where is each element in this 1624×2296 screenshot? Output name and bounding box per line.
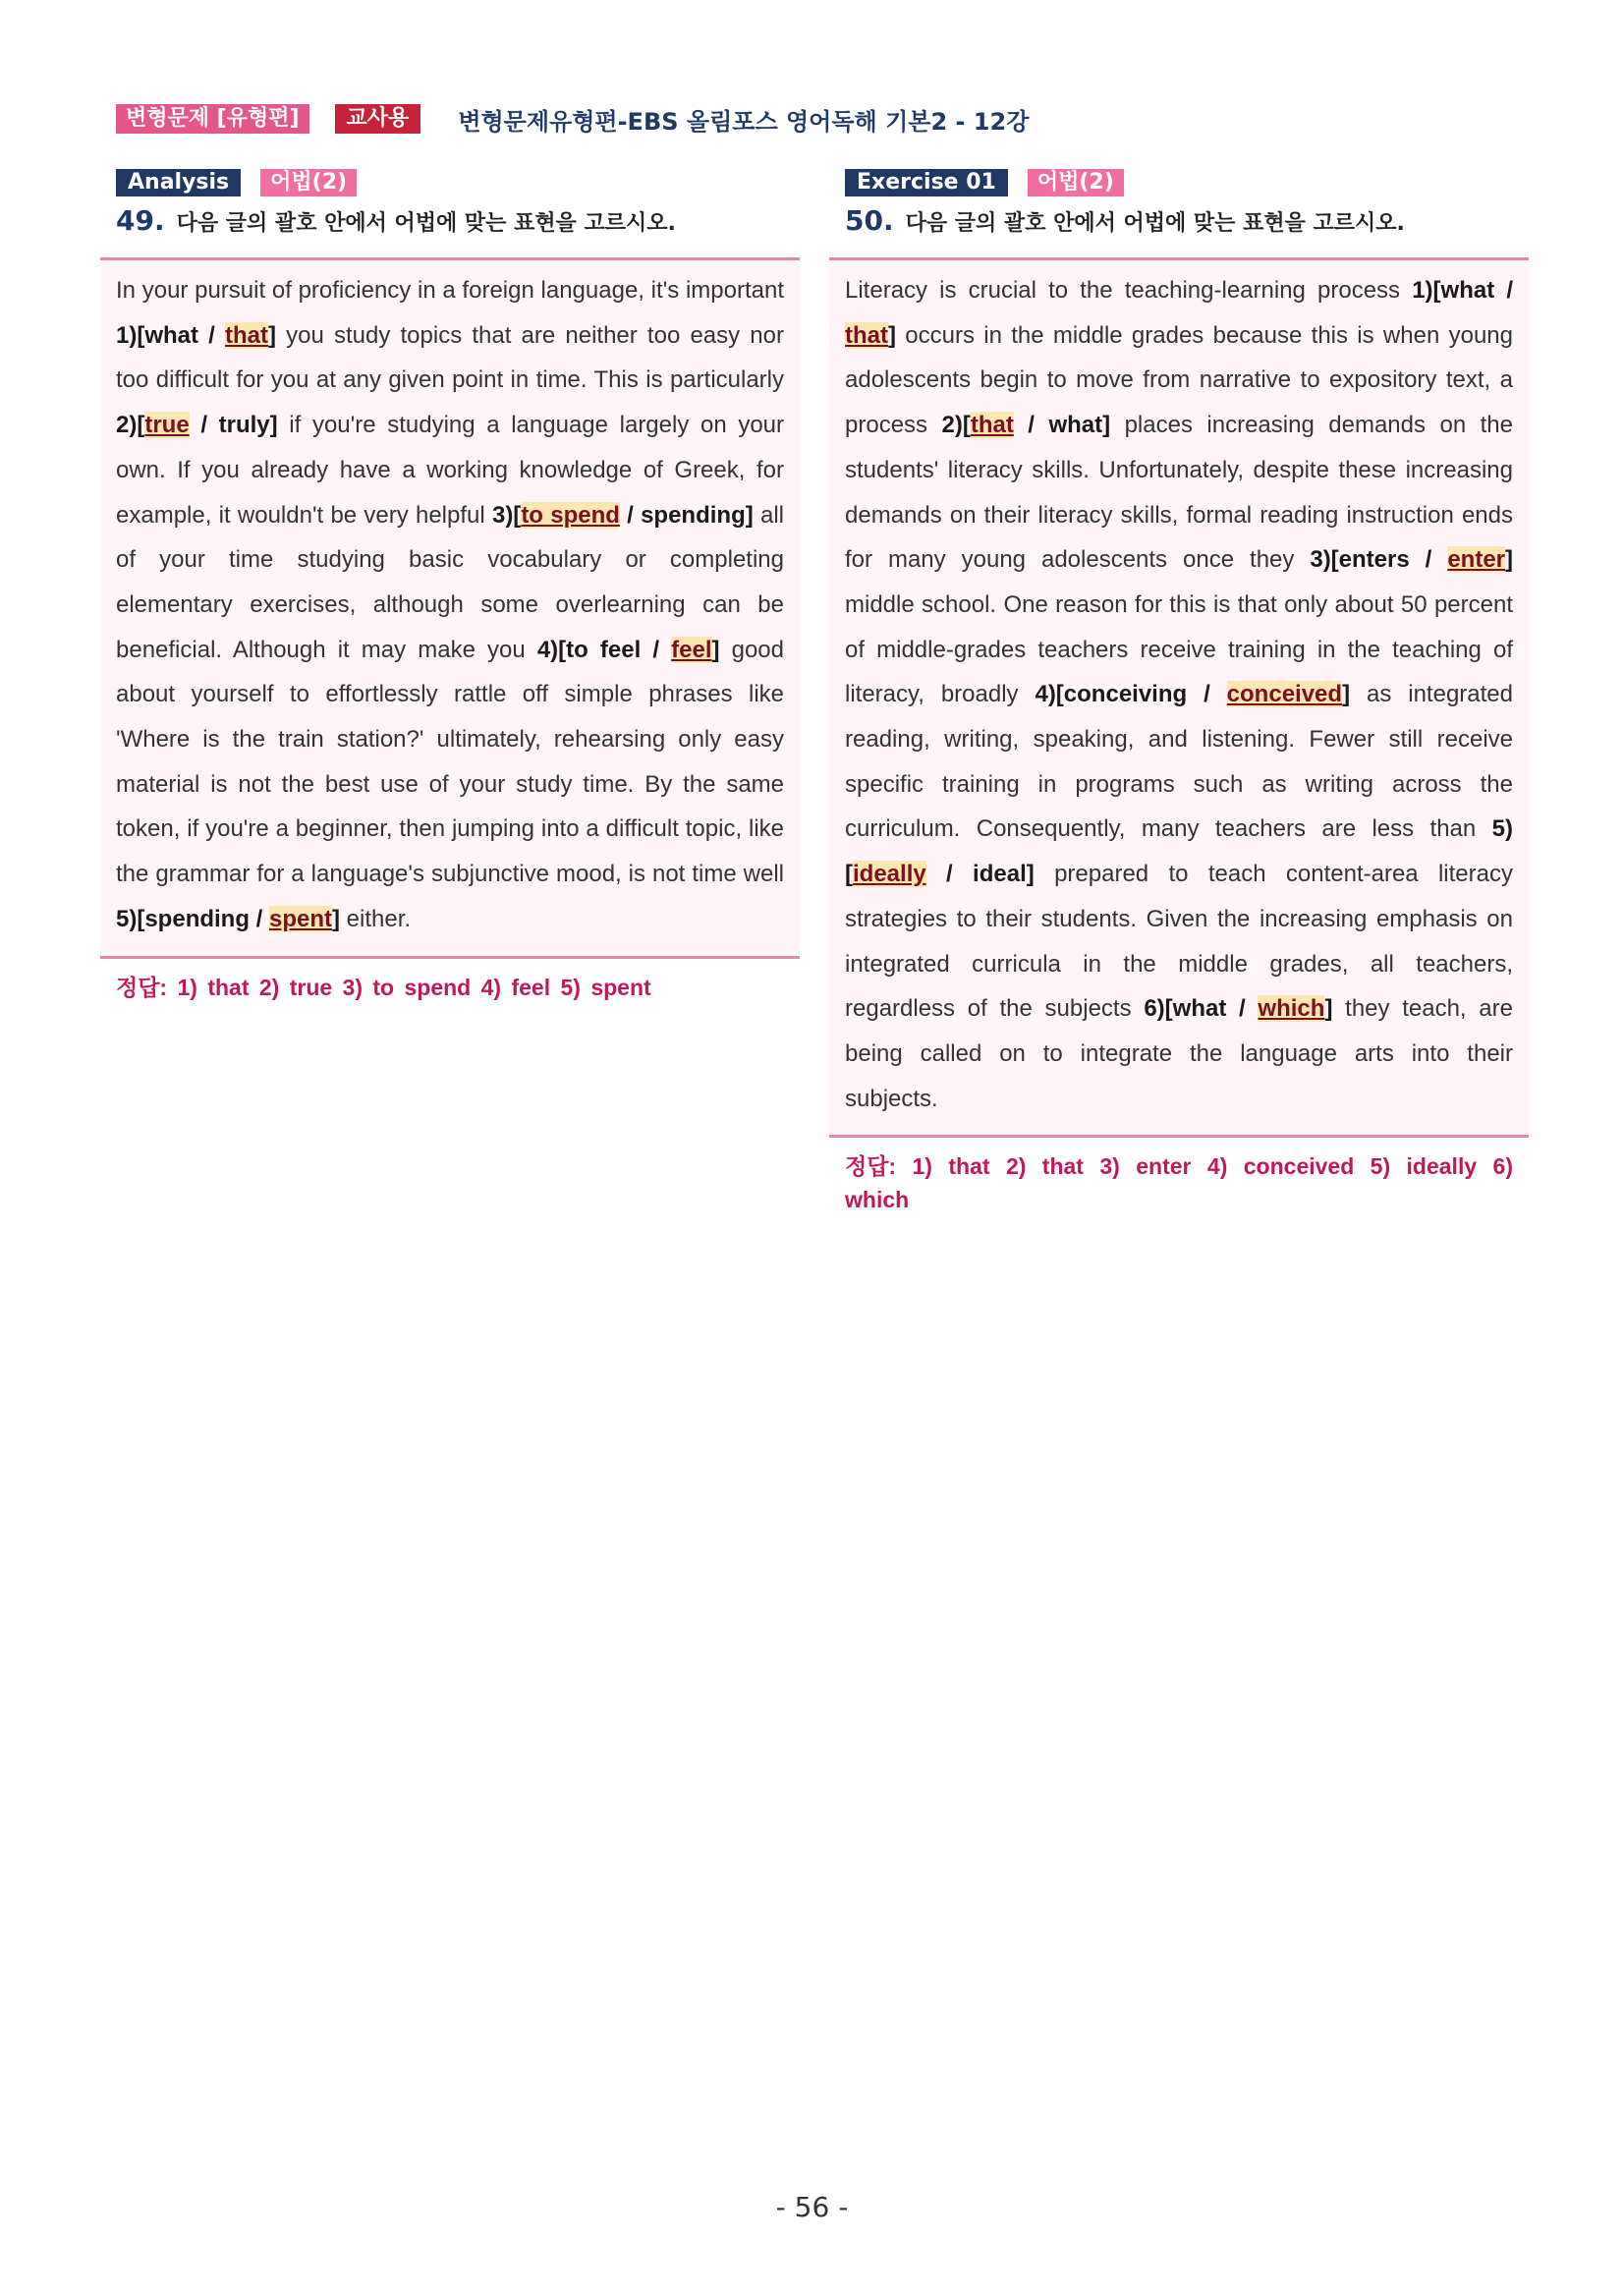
- question-line: [116, 204, 800, 238]
- tag-row: [116, 169, 800, 196]
- correct-choice: feel: [671, 636, 712, 663]
- choice-bracket: 5)[spending /: [116, 905, 269, 932]
- passage-segment: In your pursuit of proficiency in a foreign language, it's important: [116, 277, 784, 304]
- category-tag: 어법(2): [260, 169, 357, 196]
- question-text: 다음 글의 괄호 안에서 어법에 맞는 표현을 고르시오.: [905, 211, 1405, 236]
- choice-bracket: 4)[to feel /: [536, 636, 672, 663]
- passage-text: [116, 268, 784, 942]
- teacher-badge: 교사용: [335, 104, 421, 134]
- page-number: - 56 -: [775, 2191, 849, 2223]
- section-tag: Analysis: [116, 169, 241, 196]
- passage-segment: middle school. One reason for this is that only about 50 percent of middle-grades teachers receive training in the teaching of literacy, broadly: [845, 590, 1513, 708]
- choice-bracket: ]: [888, 321, 896, 349]
- correct-choice: enter: [1447, 546, 1505, 574]
- choice-bracket: ]: [711, 636, 720, 663]
- choice-bracket: 3)[enters /: [1310, 546, 1448, 574]
- correct-choice: conceived: [1226, 681, 1343, 708]
- passage-segment: Literacy is crucial to the teaching-learning process: [845, 277, 1413, 304]
- tag-row: [845, 169, 1529, 196]
- correct-choice: that: [224, 321, 268, 349]
- type-badge: 변형문제 [유형편]: [116, 104, 309, 134]
- question-text: 다음 글의 괄호 안에서 어법에 맞는 표현을 고르시오.: [176, 211, 676, 236]
- correct-choice: which: [1258, 995, 1325, 1023]
- passage-segment: occurs in the middle grades because this is when young adolescents begin to move from narrative to expository text, a process: [845, 321, 1513, 439]
- correct-choice: true: [144, 412, 190, 439]
- passage-segment: you study topics that are neither too easy nor too difficult for you at any given point in time. This is particularly: [116, 321, 784, 394]
- answer-key: 정답: 1) that 2) true 3) to spend 4) feel 5) spent: [116, 974, 651, 1000]
- choice-bracket: / truly]: [189, 412, 278, 439]
- correct-choice: that: [970, 412, 1014, 439]
- choice-bracket: 1)[what /: [116, 321, 225, 349]
- passage-segment: if you're studying a language largely on your own. If you already have a working knowledge of Greek, for example, it wouldn't be very helpful: [116, 412, 785, 529]
- choice-bracket: 5)[: [845, 815, 1513, 888]
- question-number: 50.: [845, 204, 894, 237]
- correct-choice: ideally: [853, 861, 926, 888]
- choice-bracket: ]: [1324, 995, 1333, 1023]
- passage-segment: they teach, are being called on to integrate the language arts into their subjects.: [845, 995, 1513, 1112]
- choice-bracket: ]: [1505, 546, 1513, 574]
- passage-segment: prepared to teach content-area literacy strategies to their students. Given the increasing emphasis on integrated curricula in the middle grades, all teachers, regardless of the subjects: [845, 861, 1513, 1023]
- correct-choice: spent: [269, 905, 333, 932]
- choice-bracket: 6)[what /: [1144, 995, 1259, 1023]
- section-tag: Exercise 01: [845, 169, 1008, 196]
- passage-segment: places increasing demands on the students' literacy skills. Unfortunately, despite these increasing demands on their literacy skills, formal reading instruction ends for many young adolescents once they: [845, 412, 1513, 574]
- choice-bracket: 2)[: [116, 412, 145, 439]
- page-header: [116, 102, 1029, 136]
- passage-box: [100, 257, 800, 959]
- passage-box: [829, 257, 1529, 1138]
- passage-text: [845, 268, 1513, 1121]
- question-50: [829, 169, 1529, 1216]
- question-49: [100, 169, 800, 1004]
- question-number: 49.: [116, 204, 165, 237]
- choice-bracket: / ideal]: [925, 861, 1035, 888]
- choice-bracket: ]: [1342, 681, 1351, 708]
- answer-key: 정답: 1) that 2) that 3) enter 4) conceived 5) ideally 6) which: [845, 1153, 1513, 1213]
- passage-segment: all of your time studying basic vocabulary or completing elementary exercises, although some overlearning can be beneficial. Although it may make you: [116, 501, 785, 663]
- correct-choice: that: [845, 321, 888, 349]
- category-tag: 어법(2): [1028, 169, 1124, 196]
- choice-bracket: 4)[conceiving /: [1035, 681, 1227, 708]
- choice-bracket: 1)[what /: [1412, 277, 1513, 304]
- choice-bracket: 2)[: [941, 412, 971, 439]
- choice-bracket: 3)[: [491, 501, 522, 529]
- question-line: [845, 204, 1529, 238]
- choice-bracket: / what]: [1013, 412, 1111, 439]
- choice-bracket: / spending]: [619, 501, 754, 529]
- passage-segment: as integrated reading, writing, speaking, and listening. Fewer still receive specific training in programs such as writing across the curriculum. Consequently, many teachers are less than: [845, 681, 1513, 843]
- choice-bracket: ]: [267, 321, 276, 349]
- passage-segment: good about yourself to effortlessly rattle off simple phrases like 'Where is the train station?' ultimately, rehearsing only easy material is not the best use of your study time. By the same token, if you're a beginner, then jumping into a difficult topic, like the grammar for a language's subjunctive mood, is not time well: [116, 636, 784, 888]
- choice-bracket: ]: [332, 905, 341, 932]
- document-title: 변형문제유형편-EBS 올림포스 영어독해 기본2 - 12강: [458, 107, 1030, 136]
- correct-choice: to spend: [521, 501, 620, 529]
- passage-segment: either.: [340, 905, 412, 932]
